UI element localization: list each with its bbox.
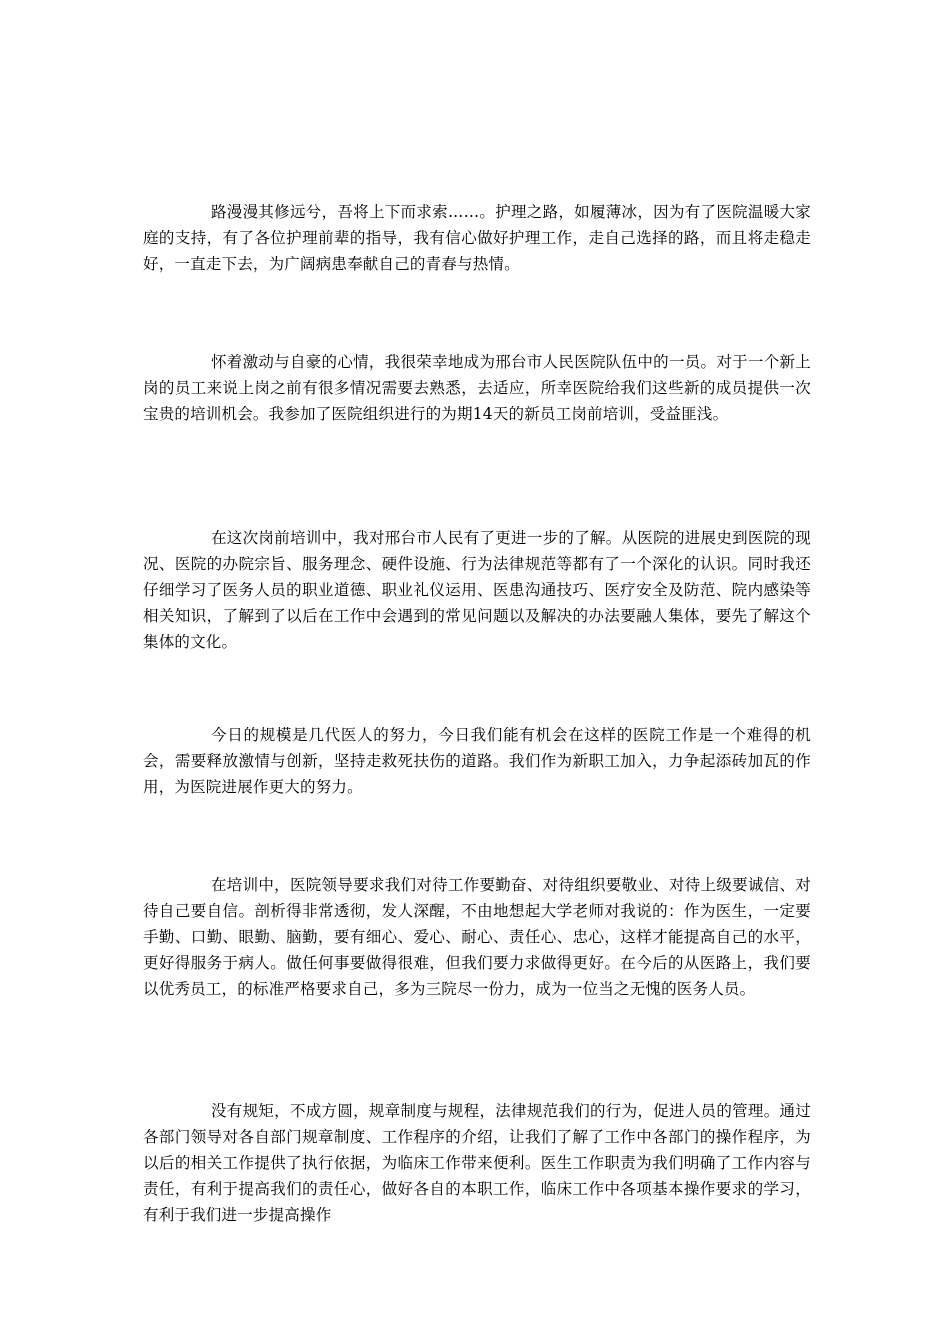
paragraph-5: 在培训中，医院领导要求我们对待工作要勤奋、对待组织要敬业、对待上级要诚信、对待自己要自信。剖析得非常透彻，发人深醒，不由地想起大学老师对我说的：作为医生，一定要手勤、口勤、眼勤、脑勤，要有细心、爱心、耐心、责任心、忠心，这样才能提高自己的水平，更好得服务于病人。做任何事要做得很难，但我们要力求做得更好。在今后的从医路上，我们要以优秀员工，的标准严格要求自己，多为三院尽一份力，成为一位当之无愧的医务人员。 xyxy=(143,876,811,998)
paragraph-2: 怀着激动与自豪的心情，我很荣幸地成为邢台市人民医院队伍中的一员。对于一个新上岗的员工来说上岗之前有很多情况需要去熟悉，去适应，所幸医院给我们这些新的成员提供一次宝贵的培训机会。我参加了医院组织进行的为期14天的新员工岗前培训，受益匪浅。 xyxy=(143,353,811,423)
paragraph-6: 没有规矩，不成方圆，规章制度与规程，法律规范我们的行为，促进人员的管理。通过各部门领导对各自部门规章制度、工作程序的介绍，让我们了解了工作中各部门的操作程序，为以后的相关工作提供了执行依据，为临床工作带来便利。医生工作职责为我们明确了工作内容与责任，有利于提高我们的责任心，做好各自的本职工作，临床工作中各项基本操作要求的学习，有利于我们进一步提高操作 xyxy=(143,1102,811,1224)
paragraph-4: 今日的规模是几代医人的努力，今日我们能有机会在这样的医院工作是一个难得的机会，需要释放激情与创新，坚持走救死扶伤的道路。我们作为新职工加入，力争起添砖加瓦的作用，为医院进展作更大的努力。 xyxy=(143,726,811,796)
paragraph-3: 在这次岗前培训中，我对邢台市人民有了更进一步的了解。从医院的进展史到医院的现况、医院的办院宗旨、服务理念、硬件设施、行为法律规范等都有了一个深化的认识。同时我还仔细学习了医务人员的职业道德、职业礼仪运用、医患沟通技巧、医疗安全及防范、院内感染等相关知识，了解到了以后在工作中会遇到的常见问题以及解决的办法要融人集体，要先了解这个集体的文化。 xyxy=(143,529,811,651)
paragraph-1: 路漫漫其修远兮，吾将上下而求索……。护理之路，如履薄冰，因为有了医院温暖大家庭的支持，有了各位护理前辈的指导，我有信心做好护理工作，走自己选择的路，而且将走稳走好，一直走下去，为广阔病患奉献自己的青春与热情。 xyxy=(143,203,811,273)
